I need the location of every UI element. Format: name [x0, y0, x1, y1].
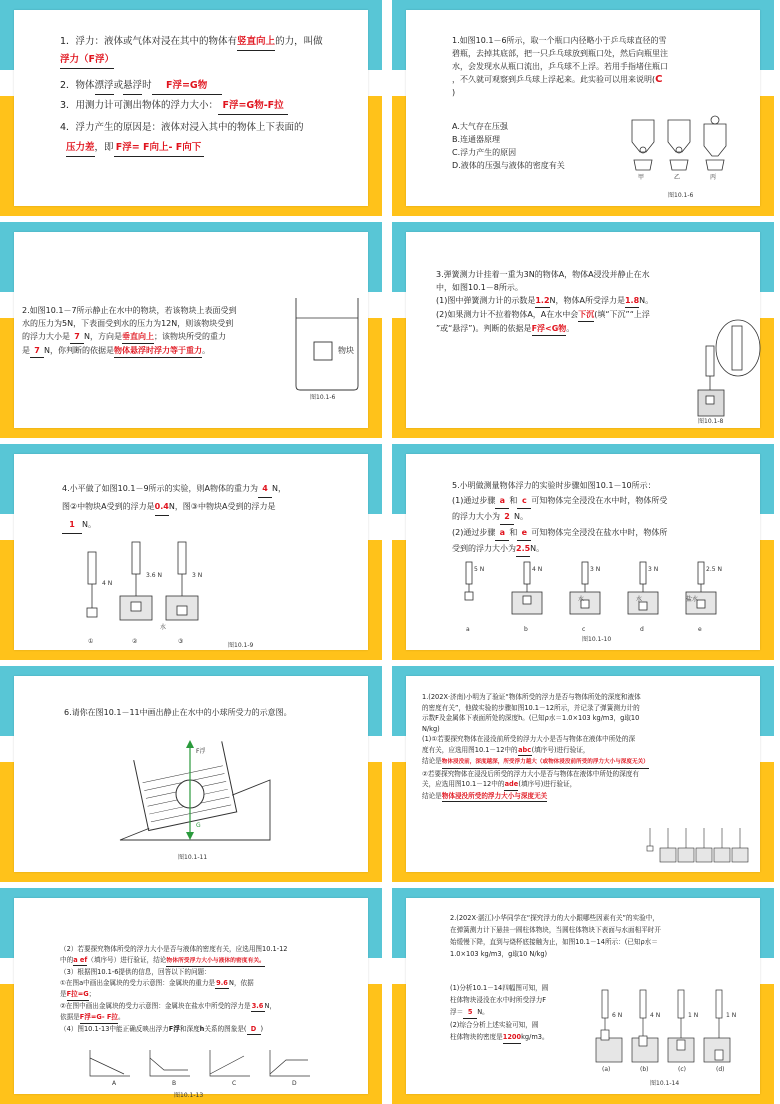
question-text: 1.(202X·济南)小明为了验证“物体所受的浮力是否与物体所处的深度和液体 的密度有关”，他做实验的步骤如图10.1－12所示，并记录了弹簧测力计的 示数F及金属体下表面所处的深度h。(已知ρ水＝1.0×103 kg/m3，g取10 N/kg) (1)①若要探究物体在浸没前所受的浮力大小是否与物体在液体中所处的深 度有关，应选用图10.1－12中的abc(填序号)进行验证， 结论是物体浸没前，深度越深，所受浮力越大（或物体浸没前所受的浮力大小与深度无关） ②若要探究物体在浸没后所受的浮力大小是否与物体在液体中所处的深度有 关，应选用图10.1－12中的ade(填序号)进行验证， 结论是物体浸没所受的浮力大小与深度无关 — [422, 692, 742, 802]
slide-card: 2.如图10.1－7所示静止在水中的物块，若该物块上表面受到 水的压力为5N，下表面受到水的压力为12N，则该物块受到 的浮力大小是 7 N，方向是垂直向上；该物块所受的重力 是 7 N，你判断的依据是物体悬浮时浮力等于重力。 物块 图10.1-6 — [14, 232, 368, 428]
options: A.大气存在压强 B.连通器原理 C.浮力产生的原因 D.液体的压强与液体的密度有关 — [452, 122, 565, 170]
slide-10 — [392, 888, 774, 1104]
slide-6 — [392, 444, 774, 660]
question-text: （2）若要探究物体所受的浮力大小是否与液体的密度有关，应选用图10.1-12 中的a ef（填序号）进行验证，结论物体所受浮力大小与液体的密度有关。 （3）根据图10.1-6提供的信息，回答以下的问题： ①在图a中画出金属块的受力示意图：金属块的重力是9.6N，依据 是F拉=G； ②在图中画出金属块的受力示意图：金属块在盐水中所受的浮力是3.6N， 依据是F浮=G- F拉。 （4）图10.1-13中能正确反映出浮力F浮和深度h关系的图象是( D ) — [60, 944, 360, 1035]
question-text: 6.请你在图10.1－11中画出静止在水中的小球所受力的示意图。 — [64, 708, 292, 717]
slide-5 — [0, 444, 382, 660]
question-text: 5.小明做测量物体浮力的实验时步骤如图10.1－10所示： (1)通过步骤 a 和 c 可知物体完全浸没在水中时，物体所受 的浮力大小为 2 N。 (2)通过步骤 a 和 e 可知物体完全浸没在盐水中时，物体所 受到的浮力大小为2.5N。 — [452, 478, 667, 557]
experiment-figure — [642, 826, 756, 866]
question-text: 2.如图10.1－7所示静止在水中的物块，若该物块上表面受到 水的压力为5N，下表面受到水的压力为12N，则该物块受到 的浮力大小是 7 N，方向是垂直向上；该物块所受的重力 是 7 N，你判断的依据是物体悬浮时浮力等于重力。 — [22, 304, 292, 358]
slide-card: 3.弹簧测力计挂着一重为3N的物体A，物体A浸没并静止在水 中，如图10.1－8所示。 (1)图中弹簧测力计的示数是1.2N，物体A所受浮力是1.8N。 (2)如果测力计不拉着物体A，A在水中会下沉(填“下沉”“上浮 ”或“悬浮”)。判断的依据是F浮<G物。 图10.1-8 — [406, 232, 760, 428]
slide-2 — [392, 0, 774, 216]
slide-1 — [0, 0, 382, 216]
slide-card: （2）若要探究物体所受的浮力大小是否与液体的密度有关，应选用图10.1-12 中的a ef（填序号）进行验证，结论物体所受浮力大小与液体的密度有关。 （3）根据图10.1-6提供的信息，回答以下的问题： ①在图a中画出金属块的受力示意图：金属块的重力是9.6N，依据 是F拉=G； ②在图中画出金属块的受力示意图：金属块在盐水中所受的浮力是3.6N， 依据是F浮=G- F拉。 （4）图10.1-13中能正确反映出浮力F浮和深度h关系的图象是( D ) A B C D 图10.1-13 — [14, 898, 368, 1094]
experiment-figure — [74, 538, 214, 634]
ball-force-figure — [110, 730, 280, 850]
graphs-figure — [84, 1048, 324, 1088]
slide-card: 4.小平做了如图10.1－9所示的实验，则A物体的重力为 4 N， 图②中物块A受到的浮力是0.4N，图③中物块A受到的浮力是 1 N。 4 N 3.6 N 3 N 水 ① ② ③ 图10.1-9 — [14, 454, 368, 650]
slide-7 — [0, 666, 382, 882]
experiment-figure — [592, 982, 742, 1070]
slide-8 — [392, 666, 774, 882]
slide-card: 6.请你在图10.1－11中画出静止在水中的小球所受力的示意图。 F浮 G 图10.1-11 — [14, 676, 368, 872]
slide-card — [406, 676, 760, 872]
question-text: (1)分析10.1－14四幅图可知，圆 柱体物块浸没在水中时所受浮力F 浮＝ 5 N。 (2)综合分析上述实验可知，圆 柱体物块的密度是1200kg/m3。 — [450, 982, 590, 1044]
question-text: 2.(202X·湛江)小华同学在“探究浮力的大小跟哪些因素有关”的实验中， 在弹簧测力计下悬挂一圆柱体物块，当圆柱体物块下表面与水面相平时开 始缓慢下降，直到与烧杯底接触为止，如图10.1－14所示：(已知ρ水＝ 1.0×103 kg/m3，g取10 N/kg) — [450, 914, 661, 958]
spring-scale-figure — [694, 316, 766, 426]
slide-card: 1．浮力：液体或气体对浸在其中的物体有竖直向上的力，叫做 浮力（F浮） 2．物体漂浮或悬浮时 F浮=G物 3．用测力计可测出物体的浮力大小： F浮=G物-F拉 4．浮力产生的原因是：液体对浸入其中的物体上下表面的 压力差，即 F浮= F向上- F向下 — [14, 10, 368, 206]
question-text: 1.如图10.1－6所示，取一个瓶口内径略小于乒乓球直径的雪 碧瓶，去掉其底部，把一只乒乓球放到瓶口处，然后向瓶里注 水，会发现水从瓶口流出，乒乓球不上浮。若用手指堵住瓶口 ，不久就可观察到乒乓球上浮起来。此实验可以用来说明(C ) — [452, 36, 668, 97]
question-text: 4.小平做了如图10.1－9所示的实验，则A物体的重力为 4 N， 图②中物块A受到的浮力是0.4N，图③中物块A受到的浮力是 1 N。 — [62, 480, 286, 534]
slide-card: 1.如图10.1－6所示，取一个瓶口内径略小于乒乓球直径的雪 碧瓶，去掉其底部，把一只乒乓球放到瓶口处，然后向瓶里注 水，会发现水从瓶口流出，乒乓球不上浮。若用手指堵住瓶口 ，不久就可观察到乒乓球上浮起来。此实验可以用来说明(C ) A.大气存在压强 B.连通器原理 C.浮力产生的原因 D.液体的压强与液体的密度有关 甲 乙 丙 图10.1-6 — [406, 10, 760, 206]
slide-4 — [392, 222, 774, 438]
slide-3 — [0, 222, 382, 438]
slide-9 — [0, 888, 382, 1104]
slide-card: 5.小明做测量物体浮力的实验时步骤如图10.1－10所示： (1)通过步骤 a 和 c 可知物体完全浸没在水中时，物体所受 的浮力大小为 2 N。 (2)通过步骤 a 和 e 可知物体完全浸没在盐水中时，物体所 受到的浮力大小为2.5N。 5 N 4 N 3 N 3 N 2.5 N 水 水 盐水 a b c d e 图10.1-10 — [406, 454, 760, 650]
bottle-figure — [624, 112, 744, 180]
slide-card: 2.(202X·湛江)小华同学在“探究浮力的大小跟哪些因素有关”的实验中， 在弹簧测力计下悬挂一圆柱体物块，当圆柱体物块下表面与水面相平时开 始缓慢下降，直到与烧杯底接触为止，如图10.1－14所示：(已知ρ水＝ 1.0×103 kg/m3，g取10 N/kg) (1)分析10.1－14四幅图可知，圆 柱体物块浸没在水中时所受浮力F 浮＝ 5 N。 (2)综合分析上述实验可知，圆 柱体物块的密度是1200kg/m3。 6 N 4 N 1 N 1 N (a) (b) (c) (d) 图10.1-14 — [406, 898, 760, 1094]
question-text: 3.弹簧测力计挂着一重为3N的物体A，物体A浸没并静止在水 中，如图10.1－8所示。 (1)图中弹簧测力计的示数是1.2N，物体A所受浮力是1.8N。 (2)如果测力计不拉着物体A，A在水中会下沉(填“下沉”“上浮 ”或“悬浮”)。判断的依据是F浮<G物。 — [436, 268, 653, 336]
